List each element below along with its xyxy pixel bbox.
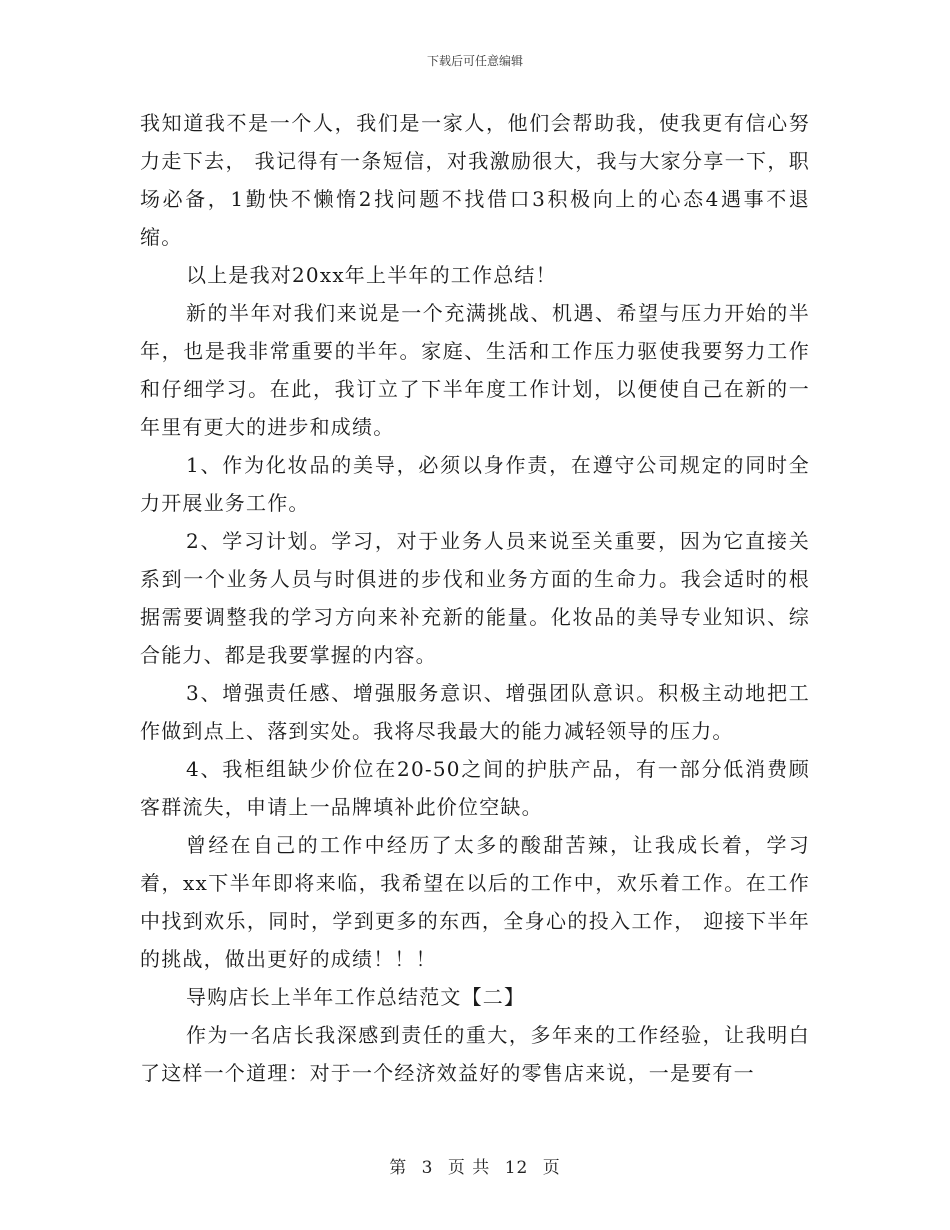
paragraph: 3、增强责任感、增强服务意识、增强团队意识。积极主动地把工作做到点上、落到实处。我将尽我最大的能力减轻领导的压力。 <box>140 681 810 743</box>
page-header: 下载后可任意编辑 <box>426 54 523 68</box>
paragraph: 新的半年对我们来说是一个充满挑战、机遇、希望与压力开始的半年，也是我非常重要的半年。家庭、生活和工作压力驱使我要努力工作和仔细学习。在此，我订立了下半年度工作计划，以便使自己在新的一年里有更大的进步和成绩。 <box>140 301 810 439</box>
paragraph: 4、我柜组缺少价位在20-50之间的护肤产品，有一部分低消费顾客群流失，申请上一品牌填补此价位空缺。 <box>140 757 810 819</box>
footer-prefix: 第 <box>389 1158 408 1178</box>
footer-suffix: 页 <box>542 1158 561 1178</box>
page-footer <box>0 1153 950 1178</box>
footer-middle: 页 共 <box>447 1158 491 1178</box>
paragraph: 2、学习计划。学习，对于业务人员来说至关重要，因为它直接关系到一个业务人员与时俱进的步伐和业务方面的生命力。我会适时的根据需要调整我的学习方向来补充新的能量。化妆品的美导专业知识、综合能力、都是我要掌握的内容。 <box>140 529 810 667</box>
page-number: 3 <box>421 1158 434 1178</box>
section-heading: 导购店长上半年工作总结范文【二】 <box>186 985 526 1009</box>
paragraph: 曾经在自己的工作中经历了太多的酸甜苦辣，让我成长着，学习着，xx下半年即将来临，我希望在以后的工作中，欢乐着工作。在工作中找到欢乐，同时，学到更多的东西，全身心的投入工作， 迎接下半年的挑战，做出更好的成绩！！！ <box>140 833 810 971</box>
paragraph: 以上是我对20xx年上半年的工作总结！ <box>186 263 557 287</box>
page-total: 12 <box>504 1158 529 1178</box>
paragraph: 作为一名店长我深感到责任的重大，多年来的工作经验，让我明白了这样一个道理：对于一个经济效益好的零售店来说，一是要有一 <box>140 1023 810 1085</box>
document-body <box>140 104 810 1092</box>
paragraph: 我知道我不是一个人，我们是一家人，他们会帮助我，使我更有信心努力走下去， 我记得有一条短信，对我激励很大，我与大家分享一下，职场必备，1勤快不懒惰2找问题不找借口3积极向上的心态4遇事不退缩。 <box>140 111 810 249</box>
paragraph: 1、作为化妆品的美导，必须以身作责，在遵守公司规定的同时全力开展业务工作。 <box>140 453 810 515</box>
